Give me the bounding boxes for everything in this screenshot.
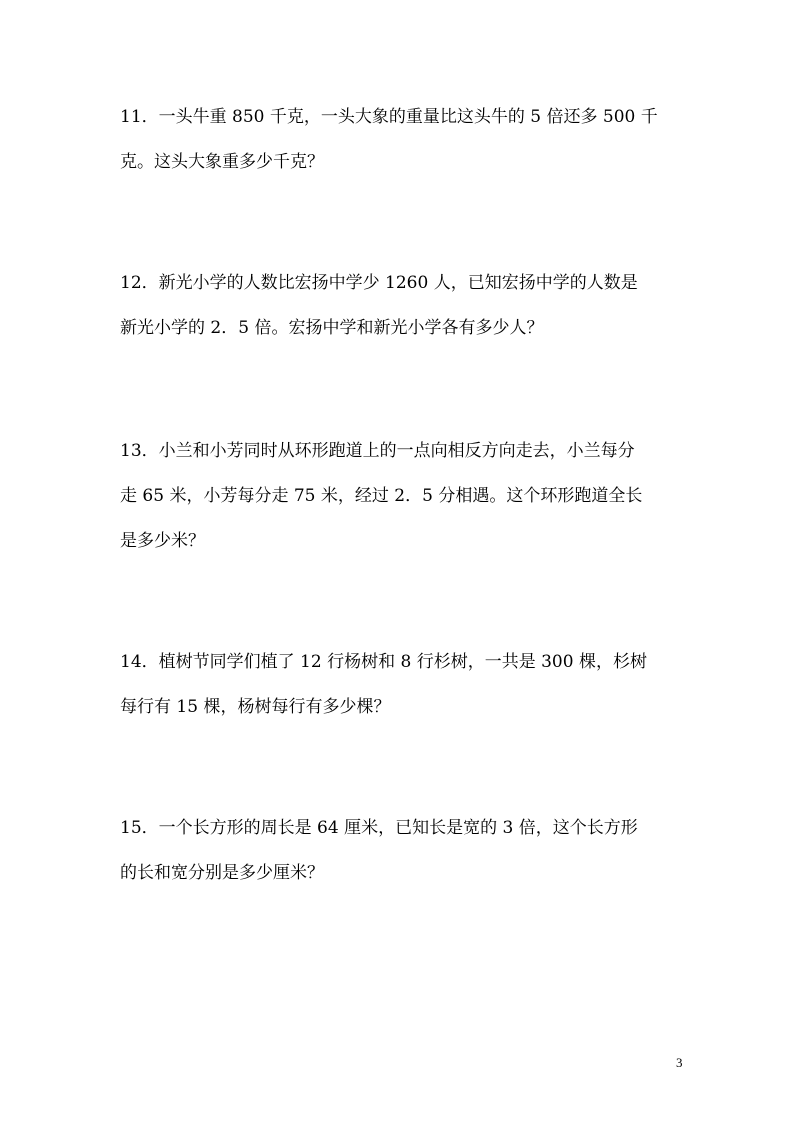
problem-14 [120, 654, 690, 719]
problem-15-line-2: 的长和宽分别是多少厘米？ [120, 863, 324, 883]
problem-15-line-1: 15．一个长方形的周长是 64 厘米，已知长是宽的 3 倍，这个长方形 [120, 818, 638, 838]
problem-13 [120, 443, 690, 553]
problem-14-line-1: 14．植树节同学们植了 12 行杨树和 8 行杉树，一共是 300 棵，杉树 [120, 652, 647, 672]
problem-13-line-2: 走 65 米，小芳每分走 75 米，经过 2．5 分相遇。这个环形跑道全长 [120, 486, 643, 506]
problem-11 [120, 109, 690, 174]
problem-12-line-1: 12．新光小学的人数比宏扬中学少 1260 人，已知宏扬中学的人数是 [120, 273, 638, 293]
problem-14-line-2: 每行有 15 棵，杨树每行有多少棵？ [120, 697, 391, 717]
page-number: 3 [676, 1055, 683, 1070]
problem-12 [120, 275, 690, 340]
problem-11-line-2: 克。这头大象重多少千克？ [120, 152, 324, 172]
problem-13-line-3: 是多少米？ [120, 531, 205, 551]
problem-15 [120, 820, 690, 885]
problem-12-line-2: 新光小学的 2．5 倍。宏扬中学和新光小学各有多少人？ [120, 318, 544, 338]
problem-11-line-1: 11．一头牛重 850 千克，一头大象的重量比这头牛的 5 倍还多 500 千 [120, 107, 658, 127]
problem-13-line-1: 13．小兰和小芳同时从环形跑道上的一点向相反方向走去，小兰每分 [120, 441, 635, 461]
